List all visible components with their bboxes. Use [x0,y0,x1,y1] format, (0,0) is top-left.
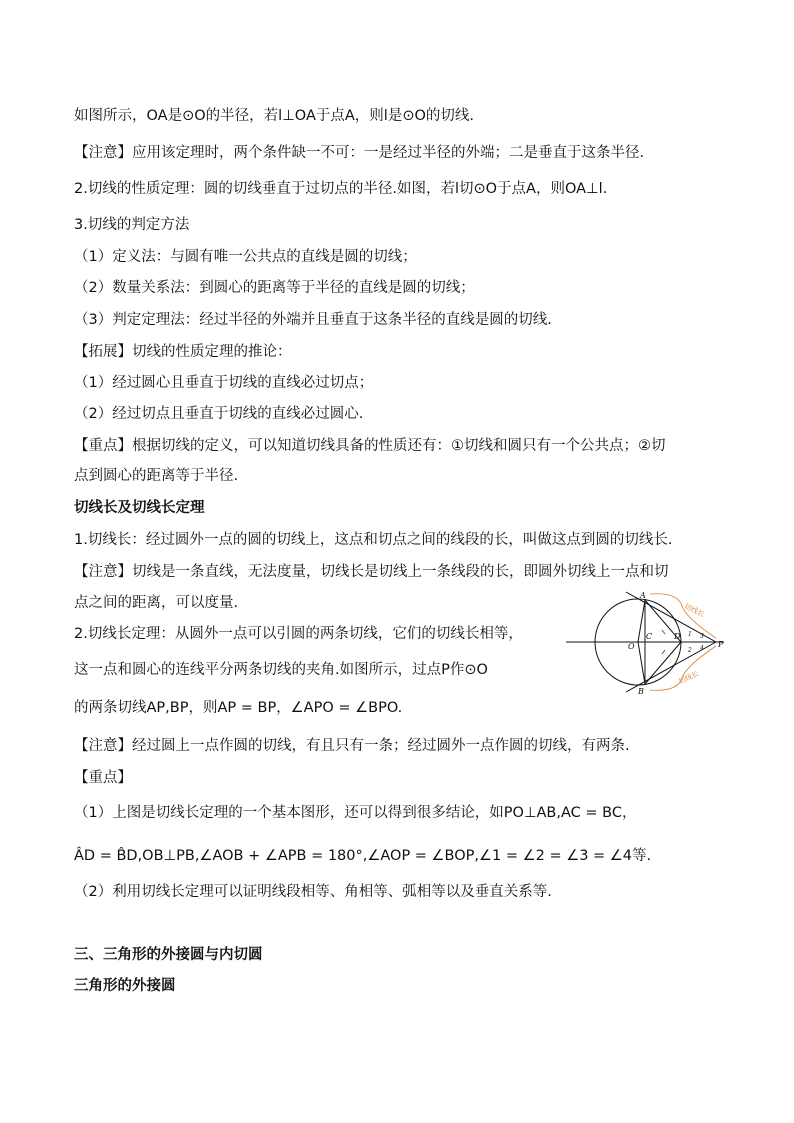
text-line-definition-method: （1）定义法：与圆有唯一公共点的直线是圆的切线； [74,249,417,265]
label-b: B [638,687,644,696]
text-line-note-conditions: 【注意】应用该定理时，两个条件缺一不可：一是经过半径的外端；二是垂直于这条半径. [74,145,645,161]
text-line-tangent-length-theorem-1: 2.切线长定理：从圆外一点可以引圆的两条切线，它们的切线长相等， [74,626,523,642]
text-line-note-tangent-length-1: 【注意】切线是一条直线，无法度量，切线长是切线上一条线段的长，即圆外切线上一点和切 [74,564,669,580]
angle-mark-2: 2 [688,647,692,654]
section-heading-triangle-circles: 三、三角形的外接圆与内切圆 [74,947,263,963]
text-line-tangent-length-theorem-3: 的两条切线AP,BP，则AP = BP，∠APO = ∠BPO. [74,700,403,716]
section-heading-circumcircle: 三角形的外接圆 [74,978,176,994]
text-line-tangent-length-theorem-2: 这一点和圆心的连线平分两条切线的夹角.如图所示，过点P作⊙O [74,662,488,678]
text-line-conclusions-2: ÂD = B̂D,OB⊥PB,∠AOB + ∠APB = 180°,∠AOP = ∠BOP,∠1 = ∠2 = ∠3 = ∠4等. [74,848,652,864]
section-heading-tangent-length: 切线长及切线长定理 [74,500,205,516]
text-line-conclusions-1: （1）上图是切线长定理的一个基本图形，还可以得到很多结论，如PO⊥AB,AC = BC， [74,805,637,821]
text-line-key-point-2: 点到圆心的距离等于半径. [74,468,239,484]
label-c: C [646,632,653,641]
text-line-note-tangent-length-2: 点之间的距离，可以度量. [74,595,239,611]
label-p: P [718,640,724,649]
label-d: D [674,632,681,641]
equal-mark-bc [662,650,665,654]
text-line-note-tangent-count: 【注意】经过圆上一点作圆的切线，有且只有一条；经过圆外一点作圆的切线，有两条. [74,738,630,754]
text-line-theorem-method: （3）判定定理法：经过半径的外端并且垂直于这条半径的直线是圆的切线. [74,312,552,328]
text-line-corollary-1: （1）经过圆心且垂直于切线的直线必过切点； [74,375,374,391]
radius-ob [638,642,645,684]
annotation-tangent-length-top: 切线长 [683,602,706,619]
tangent-length-diagram [566,588,726,696]
text-line-key-point-1: 【重点】根据切线的定义，可以知道切线具备的性质还有：①切线和圆只有一个公共点；②切 [74,438,666,454]
text-line-application: （2）利用切线长定理可以证明线段相等、角相等、弧相等以及垂直关系等. [74,884,552,900]
radius-oa [638,600,645,642]
label-a: A [640,591,646,600]
tangent-length-figure [566,588,726,696]
text-line-tangent-property-theorem: 2.切线的性质定理：圆的切线垂直于过切点的半径.如图，若l切⊙O于点A，则OA⊥l. [74,181,608,197]
angle-mark-4: 4 [700,645,704,652]
label-o: O [628,642,635,651]
annotation-tangent-length-bottom: 切线长 [677,669,700,686]
brace-tangent-length-top [650,594,716,638]
text-line-corollary-2: （2）经过切点且垂直于切线的直线必过圆心. [74,406,364,422]
equal-mark-ac [662,630,665,634]
text-line-quantity-method: （2）数量关系法：到圆心的距离等于半径的直线是圆的切线； [74,280,475,296]
angle-mark-1: 1 [688,631,692,638]
text-line-extension: 【拓展】切线的性质定理的推论： [74,344,292,360]
angle-mark-3: 3 [700,633,704,640]
text-line-tangent-length-def: 1.切线长：经过圆外一点的圆的切线上，这点和切点之间的线段的长，叫做这点到圆的切线长. [74,532,673,548]
text-line-tangent-criterion-conclusion: 如图所示，OA是⊙O的半径，若l⊥OA于点A，则l是⊙O的切线. [74,108,474,124]
text-line-key-point-heading: 【重点】 [74,770,132,786]
text-line-tangent-judgment-methods: 3.切线的判定方法 [74,217,190,233]
